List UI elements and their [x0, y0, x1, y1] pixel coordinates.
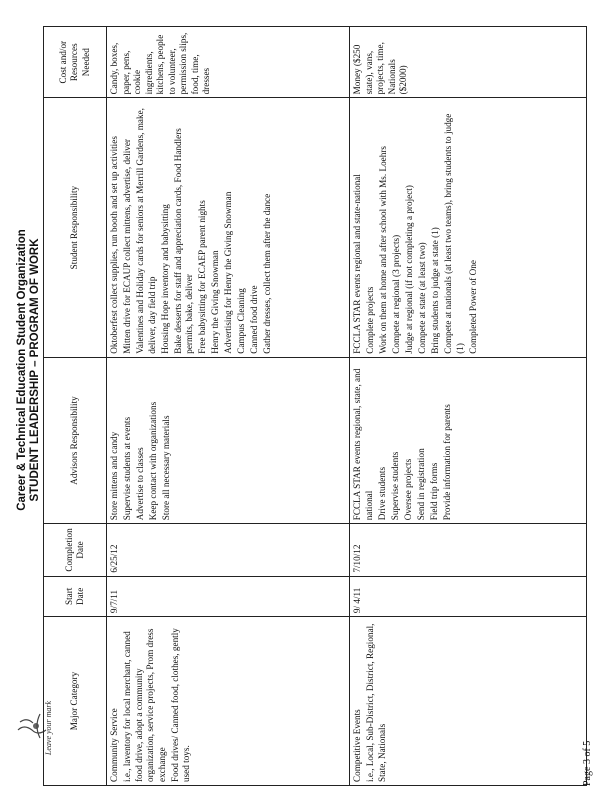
students-cell [350, 98, 587, 357]
completion-date-cell: 6/25/12 [107, 524, 350, 576]
advisor-task: Provide information for parents [441, 404, 452, 521]
advisor-task: Store all necessary materials [161, 415, 171, 521]
advisor-task: Store mittens and candy [109, 431, 119, 521]
student-task: Henry the Giving Snowman [210, 250, 220, 354]
student-task: Bake desserts for staff and appreciation cards, Food Handlers permits, bake, deliver [172, 128, 194, 354]
cost-cell [350, 27, 587, 98]
category-text: Community Service [109, 708, 119, 782]
advisor-task: Field trip forms [428, 462, 439, 521]
start-date-cell: 9/7/11 [107, 576, 350, 616]
category-text: Food drives/ Canned food, clothes, gently used toys. [169, 628, 191, 782]
advisors-cell [350, 357, 587, 524]
advisors-cell [107, 357, 350, 524]
column-header: Major Category [44, 617, 107, 786]
start-date-cell: 9/ 4/11 [350, 576, 587, 616]
document-title [16, 60, 42, 680]
title-line-1: Career & Technical Education Student Organization [16, 229, 28, 511]
student-task: Judge at regional (if not completing a project) [404, 185, 414, 354]
student-task: Free babysitting for ECAEP parent nights [197, 200, 207, 354]
advisor-task: Oversee projects [402, 458, 413, 521]
cost-cell [107, 27, 350, 98]
advisor-task: Supervise students at events [122, 416, 132, 521]
student-task: Compete at regional (3 projects) [391, 234, 401, 354]
category-text: i.e., laventory for local merchant, canned food drive, adopt a community organization, service projects, Prom dress exchange [122, 628, 167, 782]
program-of-work-table [43, 26, 587, 786]
completion-date-cell: 7/10/12 [350, 524, 587, 576]
students-cell [107, 98, 350, 357]
advisor-task: FCCLA STAR events regional, state, and national [352, 368, 374, 521]
column-header: Student Responsibility [44, 98, 107, 357]
category-text: Competitive Events [352, 709, 362, 782]
advisor-task: Advertise to classes [135, 447, 145, 521]
student-task: Valentines and Holiday cards for seniors at Merrill Gardens, make, deliver, day field trip [135, 108, 157, 354]
cost-text: Money ($250 state), vans, projects, time, Nationals ($2000) [352, 42, 408, 95]
student-task: Work on them at home and after school with Ms. Loehrs [378, 146, 388, 354]
table-row [350, 27, 587, 786]
student-task: FCCLA STAR events regional and state-national [352, 174, 362, 354]
logo-text: Leave your mark [44, 700, 53, 756]
student-task: Campus Cleaning [236, 288, 246, 354]
column-header: Advisors Responsibility [44, 357, 107, 524]
student-task: Oktoberfest collect supplies, run booth and set up activities [109, 136, 119, 354]
category-cell [350, 617, 587, 786]
student-task: Advertising for Henry the Giving Snowman [223, 191, 233, 354]
student-task: Compete at state (at least two) [417, 242, 427, 354]
column-header: Cost and/or Resources Needed [44, 27, 107, 98]
advisor-task: Keep contact with organizations [148, 401, 158, 521]
category-text: i.e., Local, Sub-District, District, Regional, State, Nationals [365, 623, 387, 782]
title-line-2: STUDENT LEADERSHIP – PROGRAM OF WORK [29, 238, 41, 502]
table-row [107, 27, 350, 786]
advisor-task: Supervise students [389, 451, 400, 521]
student-task: Compete at nationals (at least two teams), bring students to judge (1) [443, 113, 465, 354]
student-task: Completed Power of One [467, 260, 478, 354]
student-task: Housing Hope inventory and babysitting [159, 204, 170, 354]
student-task: Gather dresses, collect them after the dance [262, 193, 272, 354]
advisor-task: Send in registration [415, 448, 426, 521]
student-task: Canned food drive [249, 285, 259, 354]
cost-text: Candy, boxes, paper, pens, cookie ingredients, kitchens, people to volunteer, permission slips, food, time, dresses [109, 32, 211, 95]
page-number: Page 3 of 5 [582, 740, 593, 786]
student-task: Complete projects [365, 286, 375, 354]
category-cell [107, 617, 350, 786]
column-header: Start Date [44, 576, 107, 616]
column-header: Completion Date [44, 524, 107, 576]
advisor-task: Drive students [376, 466, 387, 521]
table-header-row [44, 27, 107, 786]
student-task: Mitten drive for ECAUP collect mittens, advertise, deliver [122, 139, 132, 354]
student-task: Bring students to judge at state (1) [430, 227, 440, 354]
